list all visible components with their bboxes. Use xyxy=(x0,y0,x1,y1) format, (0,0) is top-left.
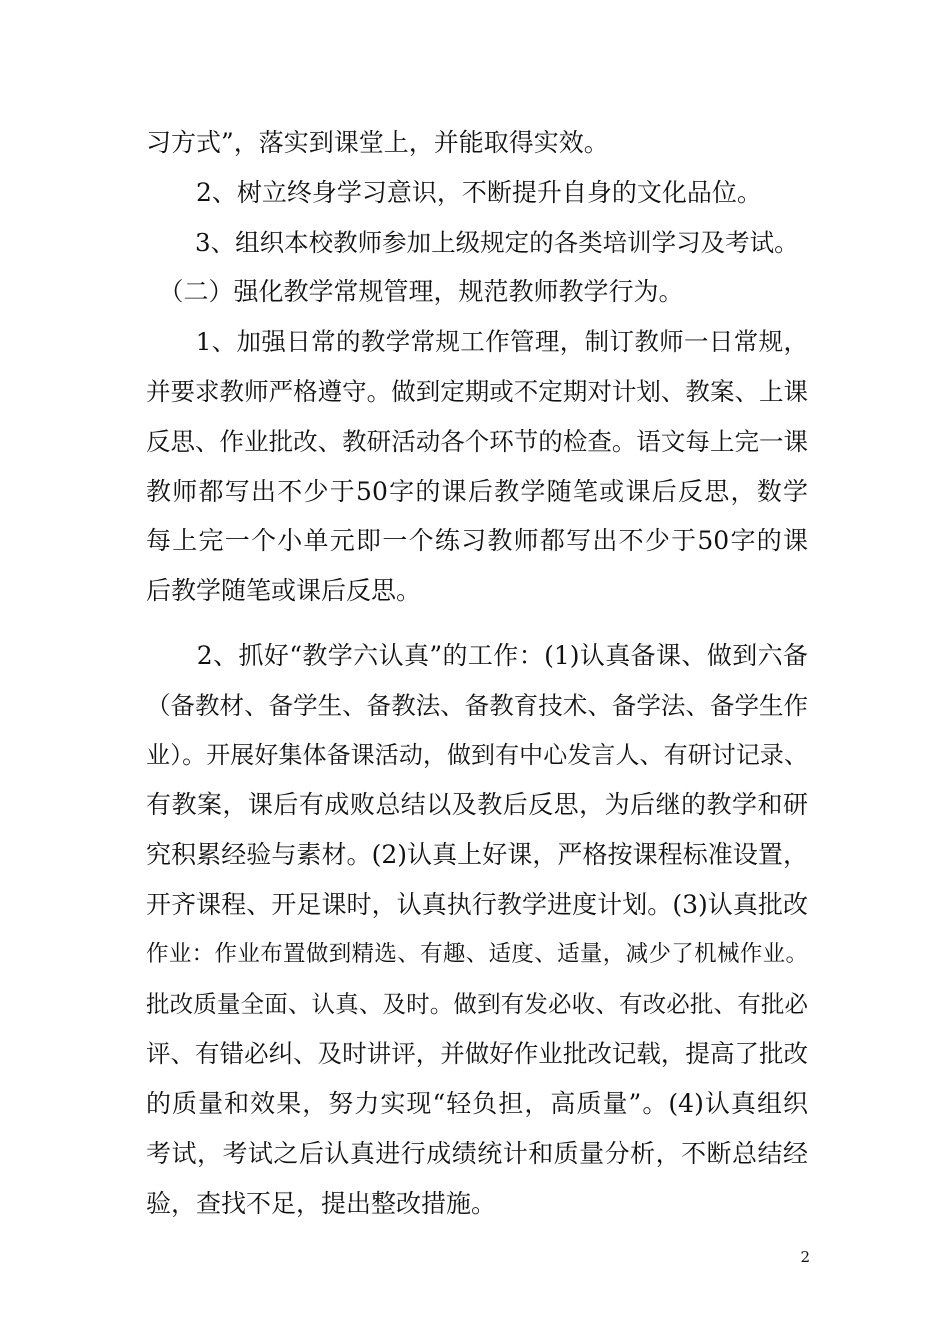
text-line: 教师都写出不少于50字的课后教学随笔或课后反思，数学 xyxy=(146,476,808,506)
text-line: 习方式”，落实到课堂上，并能取得实效。 xyxy=(146,128,609,157)
text-line: 业）。开展好集体备课活动，做到有中心发言人、有研讨记录、 xyxy=(146,740,808,769)
text-line: （备教材、备学生、备教法、备教育技术、备学法、备学生作 xyxy=(146,690,808,720)
text-line: 开齐课程、开足课时，认真执行教学进度计划。(3)认真批改 xyxy=(146,889,808,919)
text-line: 后教学随笔或课后反思。 xyxy=(146,576,422,606)
text-line: 批改质量全面、认真、及时。做到有发必收、有改必批、有批必 xyxy=(146,989,808,1018)
section-heading: （二）强化教学常规管理，规范教师教学行为。 xyxy=(146,277,684,307)
text-line: 并要求教师严格遵守。做到定期或不定期对计划、教案、上课 xyxy=(146,376,808,406)
text-line: 作业：作业布置做到精选、有趣、适度、适量，减少了机械作业。 xyxy=(146,940,808,967)
page-number: 2 xyxy=(800,1248,810,1266)
text-line: 3、组织本校教师参加上级规定的各类培训学习及考试。 xyxy=(146,227,799,257)
text-line: 考试，考试之后认真进行成绩统计和质量分析，不断总结经 xyxy=(146,1138,808,1168)
text-line: 的质量和效果，努力实现“轻负担，高质量”。(4)认真组织 xyxy=(146,1089,808,1119)
text-line: 有教案，课后有成败总结以及教后反思，为后继的教学和研 xyxy=(146,790,808,820)
text-line: 2、抓好“教学六认真”的工作：(1)认真备课、做到六备 xyxy=(146,640,808,670)
text-line: 2、树立终身学习意识，不断提升自身的文化品位。 xyxy=(146,177,762,207)
text-line: 评、有错必纠、及时讲评，并做好作业批改记载，提高了批改 xyxy=(146,1039,808,1069)
text-line: 究积累经验与素材。(2)认真上好课，严格按课程标准设置， xyxy=(146,840,808,870)
text-line: 验，查找不足，提出整改措施。 xyxy=(146,1188,497,1218)
document-body xyxy=(146,118,808,1229)
text-line: 反思、作业批改、教研活动各个环节的检查。语文每上完一课 xyxy=(146,426,808,456)
text-line: 每上完一个小单元即一个练习教师都写出不少于50字的课 xyxy=(146,526,808,556)
text-line: 1、加强日常的教学常规工作管理，制订教师一日常规， xyxy=(146,327,808,357)
